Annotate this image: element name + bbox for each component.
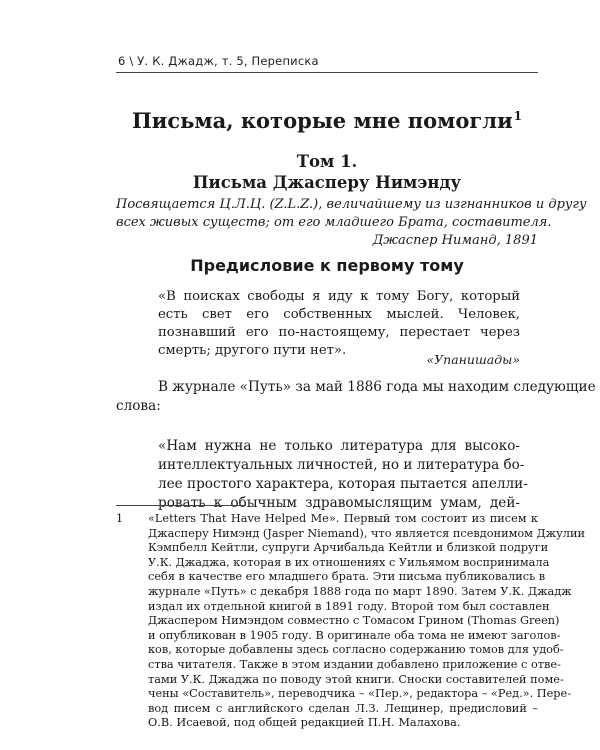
footnote-line: Кэмпбелл Кейтли, супруги Арчибальда Кейтли и близкой подруги (148, 541, 549, 555)
footnote-line: журнале «Путь» с декабря 1888 года по март 1890. Затем У.К. Джадж (148, 584, 572, 598)
quote-line: лее простого характера, которая пытается апелли- (158, 476, 528, 492)
footnote-rule (116, 505, 246, 506)
footnote-line: издал их отдельной книгой в 1891 году. Второй том был составлен (148, 599, 550, 613)
epigraph (158, 288, 520, 360)
body-line: слова: (116, 398, 161, 414)
footnote-line: чены «Составитель», переводчика – «Пер.», редактора – «Ред.». Пере- (148, 687, 572, 701)
footnote-line: вод писем с английского сделан Л.З. Лещинер, предисловий – (148, 701, 538, 715)
footnote-line: тами У.К. Джаджа по поводу этой книги. Сноски составителей поме- (148, 672, 564, 686)
footnote-line: ков, которые добавлены здесь согласно содержанию томов для удоб- (148, 643, 564, 657)
dedication (116, 196, 587, 250)
footnote-line: и опубликован в 1905 году. В оригинале оба тома не имеют заголов- (148, 628, 561, 642)
running-head: 6 \ У. К. Джадж, т. 5, Переписка (118, 54, 319, 68)
epigraph-line: смерть; другого пути нет». (158, 343, 347, 358)
body-line: В журнале «Путь» за май 1886 года мы находим следующие (158, 379, 596, 395)
footnote-line: Джаспером Нимэндом совместно с Томасом Грином (Thomas Green) (148, 614, 560, 628)
footnote-line: ства читателя. Также в этом издании добавлено приложение с отве- (148, 657, 561, 671)
volume-number: Том 1. (296, 152, 358, 171)
section-title: Предисловие к первому тому (190, 256, 464, 275)
footnote (116, 512, 586, 731)
chapter-title (116, 108, 538, 133)
footnote-line: У.К. Джаджа, которая в их отношениях с Уильямом воспринимала (148, 555, 550, 569)
dedication-line: всех живых существ; от его младшего Брата, составителя. (116, 215, 552, 230)
footnote-line: себя в качестве его младшего брата. Эти письма публиковались в (148, 570, 546, 584)
quote-line: ровать к обычным здравомыслящим умам, дей- (158, 495, 520, 511)
dedication-line: Посвящается Ц.Л.Ц. (Z.L.Z.), величайшему из изгнанников и другу (116, 197, 587, 212)
footnote-line: О.В. Исаевой, под общей редакцией П.Н. Малахова. (148, 716, 461, 730)
header-rule (116, 72, 538, 73)
quote-line: «Нам нужна не только литература для высоко- (158, 438, 520, 454)
epigraph-source: «Упанишады» (426, 352, 520, 367)
dedication-signature: Джаспер Ниманд, 1891 (372, 233, 538, 248)
epigraph-line: познавший его по-настоящему, перестает через (158, 325, 520, 340)
footnote-body (148, 512, 586, 731)
epigraph-line: есть свет его собственных мыслей. Человек, (158, 307, 520, 322)
quote-line: интеллектуальных личностей, но и литература бо- (158, 457, 525, 473)
volume-title: Письма Джасперу Нимэнду (192, 173, 462, 192)
footnote-number: 1 (116, 512, 124, 525)
chapter-title-text: Письма, которые мне помогли (131, 108, 513, 133)
footnote-line: «Letters That Have Helped Me». Первый том состоит из писем к (148, 512, 538, 525)
block-quote (158, 437, 528, 513)
body-paragraph (116, 378, 596, 416)
epigraph-line: «В поисках свободы я иду к тому Богу, который (158, 289, 520, 304)
footnote-line: Джасперу Нимэнд (Jasper Niemand), что является псевдонимом Джулии (148, 526, 586, 540)
footnote-ref[interactable]: 1 (513, 109, 523, 123)
